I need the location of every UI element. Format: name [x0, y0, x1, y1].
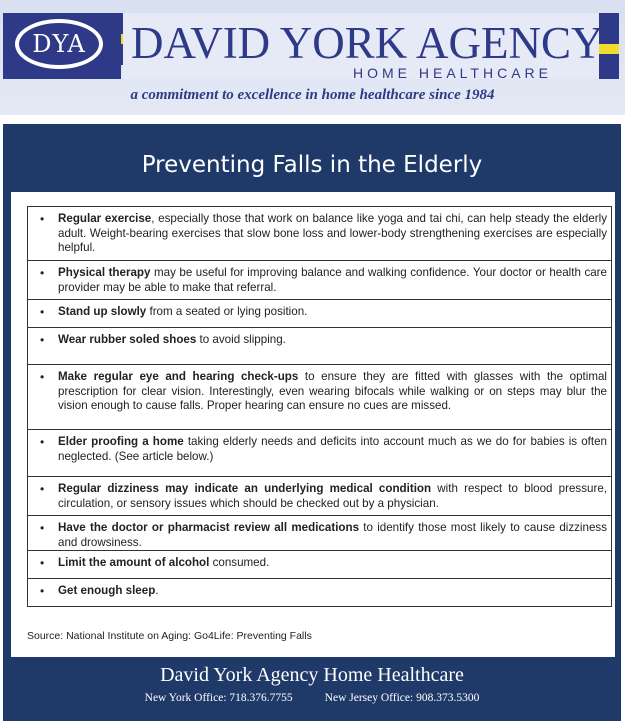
brand-subtitle: HOME HEALTHCARE: [353, 65, 552, 81]
brand-name: DAVID YORK AGENCY: [131, 18, 604, 68]
logo-oval: [15, 19, 103, 69]
page-header: [0, 0, 625, 115]
article-panel: [3, 124, 621, 721]
list-item: • Physical therapy may be useful for improving balance and walking confidence. Your doctor or health care provider may be able to make that referral.: [27, 261, 612, 300]
tips-list: [27, 206, 612, 607]
list-item: • Regular exercise, especially those that work on balance like yoga and tai chi, can help steady the elderly adult. Weight-bearing exercises that slow bone loss and lower-body strengthening exercises are especially helpful.: [27, 207, 612, 261]
list-item: • Stand up slowly from a seated or lying position.: [27, 300, 612, 328]
logo-banner: [3, 13, 619, 79]
nj-office: New Jersey Office: 908.373.5300: [324, 692, 480, 704]
list-item: • Wear rubber soled shoes to avoid slipping.: [27, 328, 612, 365]
source-citation: Source: National Institute on Aging: Go4Life: Preventing Falls: [27, 630, 312, 642]
logo-text: DYA: [32, 30, 86, 58]
tips-card: [11, 192, 615, 657]
list-item: • Limit the amount of alcohol consumed.: [27, 551, 612, 579]
logo: [3, 13, 121, 79]
footer-offices: [3, 692, 621, 704]
list-item: • Elder proofing a home taking elderly needs and deficits into account much as we do for babies is often neglected. (See article below.): [27, 430, 612, 477]
article-title: Preventing Falls in the Elderly: [141, 152, 483, 178]
tagline: a commitment to excellence in home healthcare since 1984: [130, 87, 495, 103]
list-item: • Get enough sleep.: [27, 579, 612, 607]
footer-title: David York Agency Home Healthcare: [160, 664, 464, 686]
list-item: • Regular dizziness may indicate an underlying medical condition with respect to blood pressure, circulation, or sensory issues which should be checked out by a physician.: [27, 477, 612, 516]
list-item: • Have the doctor or pharmacist review all medications to identify those most likely to cause dizziness and drowsiness.: [27, 516, 612, 551]
ny-office: New York Office: 718.376.7755: [144, 692, 293, 704]
list-item: • Make regular eye and hearing check-ups to ensure they are fitted with glasses with the optimal prescription for clear vision. Interestingly, even wearing bifocals while walking or on steps may blur the vision enough to cause falls. Proper hearing can ensure no cues are missed.: [27, 365, 612, 430]
